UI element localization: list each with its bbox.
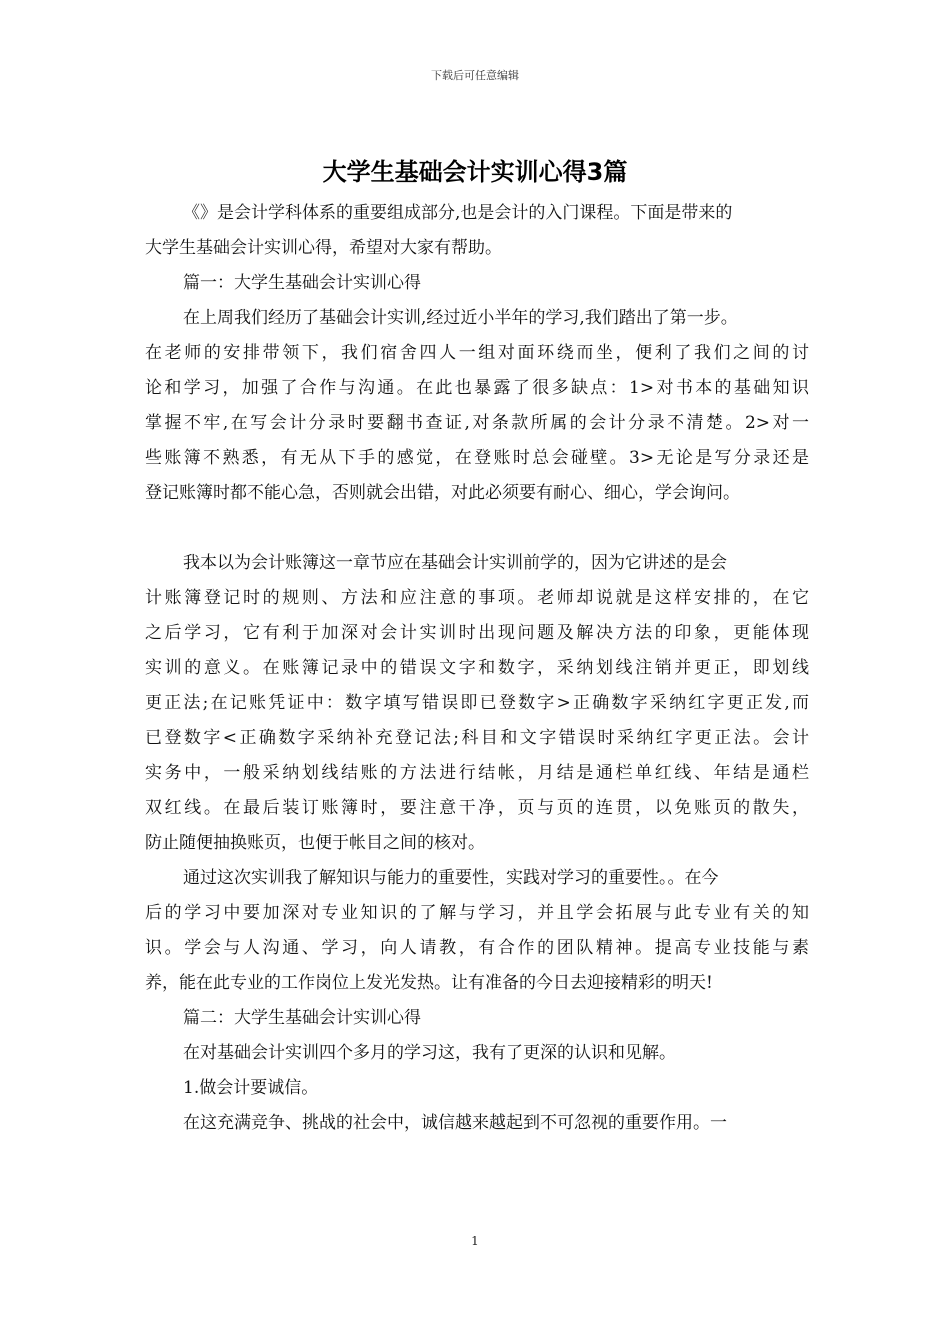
page-number: 1: [471, 1234, 479, 1248]
paragraph-line: 登记账簿时都不能心急，否则就会出错，对此必须要有耐心、细心，学会询问。: [145, 483, 740, 503]
paragraph-line: 《》是会计学科体系的重要组成部分,也是会计的入门课程。下面是带来的: [183, 203, 733, 223]
paragraph-line: 在老师的安排带领下，我们宿舍四人一组对面环绕而坐，便利了我们之间的讨: [145, 343, 809, 363]
paragraph-line: 更正法;在记账凭证中：数字填写错误即已登数字>正确数字采纳红字更正发,而: [145, 693, 809, 713]
paragraph-line: 通过这次实训我了解知识与能力的重要性，实践对学习的重要性。。在今: [183, 868, 719, 888]
paragraph-line: 实训的意义。在账簿记录中的错误文字和数字，采纳划线注销并更正，即划线: [145, 658, 809, 678]
list-item-heading: 1.做会计要诚信。: [183, 1078, 319, 1098]
document-body: [145, 196, 809, 1141]
paragraph-line: 些账簿不熟悉，有无从下手的感觉，在登账时总会碰壁。3>无论是写分录还是: [145, 448, 809, 468]
paragraph-line: 在这充满竞争、挑战的社会中，诚信越来越起到不可忽视的重要作用。一: [183, 1113, 727, 1133]
paragraph-line: 计账簿登记时的规则、方法和应注意的事项。老师却说就是这样安排的，在它: [145, 588, 809, 608]
paragraph-line: 在对基础会计实训四个多月的学习这，我有了更深的认识和见解。: [183, 1043, 676, 1063]
paragraph-line: 双红线。在最后装订账簿时，要注意干净，页与页的连贯，以免账页的散失，: [145, 798, 809, 818]
paragraph-line: 之后学习，它有利于加深对会计实训时出现问题及解决方法的印象，更能体现: [145, 623, 809, 643]
paragraph-line: 大学生基础会计实训心得，希望对大家有帮助。: [145, 238, 502, 258]
paragraph-line: 在上周我们经历了基础会计实训,经过近小半年的学习,我们踏出了第一步。: [183, 308, 738, 328]
blank-line: [145, 511, 809, 546]
paragraph-line: 识。学会与人沟通、学习，向人请教，有合作的团队精神。提高专业技能与素: [145, 938, 809, 958]
paragraph-line: 后的学习中要加深对专业知识的了解与学习，并且学会拓展与此专业有关的知: [145, 903, 809, 923]
paragraph-line: 养，能在此专业的工作岗位上发光发热。让有准备的今日去迎接精彩的明天!: [145, 973, 713, 993]
section-heading: 篇二：大学生基础会计实训心得: [183, 1008, 421, 1028]
document-title: 大学生基础会计实训心得3篇: [322, 158, 628, 186]
paragraph-line: 我本以为会计账簿这一章节应在基础会计实训前学的，因为它讲述的是会: [183, 553, 727, 573]
paragraph-line: 已登数字<正确数字采纳补充登记法;科目和文字错误时采纳红字更正法。会计: [145, 728, 809, 748]
paragraph-line: 掌握不牢,在写会计分录时要翻书查证,对条款所属的会计分录不清楚。2>对一: [145, 413, 809, 433]
paragraph-line: 实务中，一般采纳划线结账的方法进行结帐，月结是通栏单红线、年结是通栏: [145, 763, 809, 783]
section-heading: 篇一：大学生基础会计实训心得: [183, 273, 421, 293]
paragraph-line: 论和学习，加强了合作与沟通。在此也暴露了很多缺点：1>对书本的基础知识: [145, 378, 809, 398]
page-header-note: 下载后可任意编辑: [431, 69, 519, 82]
paragraph-line: 防止随便抽换账页，也便于帐目之间的核对。: [145, 833, 485, 853]
